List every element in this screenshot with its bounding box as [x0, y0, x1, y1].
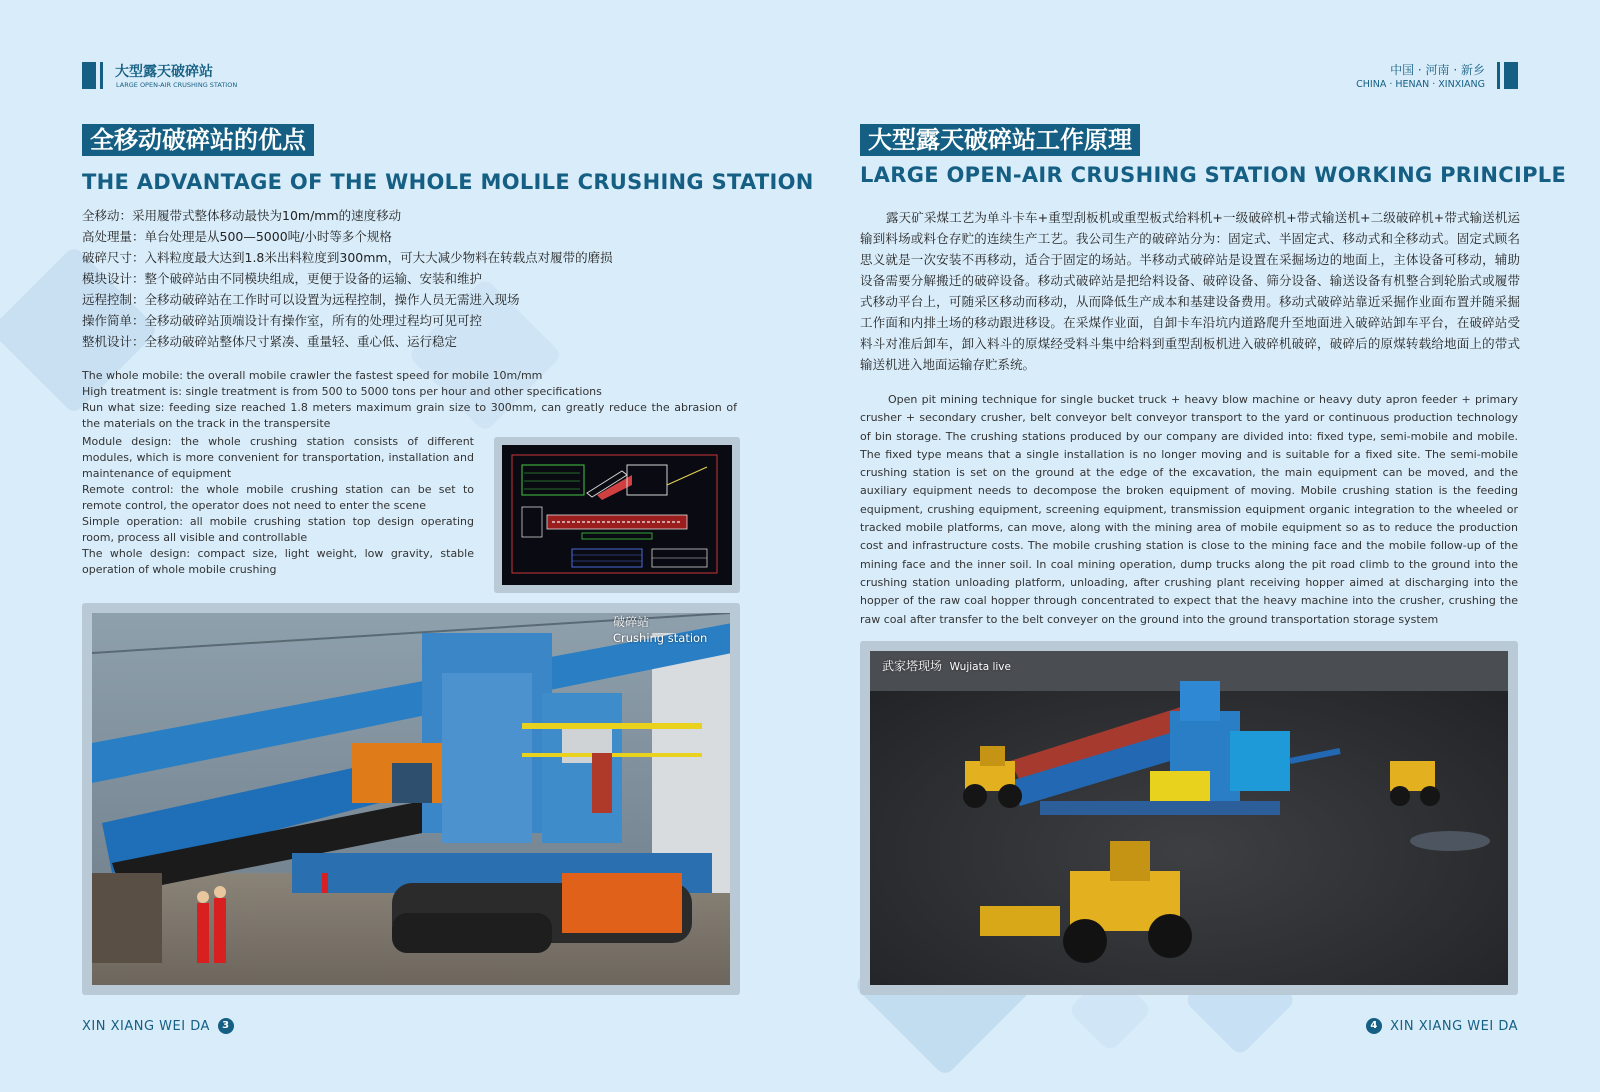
header-title-cn: 大型露天破碎站 [115, 64, 213, 80]
mining-site-photo-frame [860, 641, 1518, 995]
header-location-en: CHINA · HENAN · XINXIANG [1356, 79, 1485, 90]
list-item: 操作简单：全移动破碎站顶端设计有操作室，所有的处理过程均可见可控 [82, 313, 483, 328]
photo-caption-cn: 破碎站 [613, 615, 650, 629]
list-item: 远程控制：全移动破碎站在工作时可以设置为远程控制，操作人员无需进入现场 [82, 292, 520, 307]
mining-site-photo [870, 651, 1508, 985]
list-item: Run what size: feeding size reached 1.8 meters maximum grain size to 300mm, can greatly reduce the abrasion of the materials on the track in the transpersite [82, 401, 737, 430]
left-footer [82, 1018, 234, 1034]
right-section-title-cn: 大型露天破碎站工作原理 [860, 124, 1140, 156]
advantages-list-en [82, 368, 737, 432]
cad-drawing-frame [494, 437, 740, 593]
advantages-list-en-narrow [82, 434, 474, 578]
list-item: High treatment is: single treatment is from 500 to 5000 tons per hour and other specifications [82, 385, 602, 398]
list-item: Remote control: the whole mobile crushing station can be set to remote control, the operator does not need to enter the scene [82, 483, 474, 512]
header-bar [100, 62, 103, 89]
list-item: 高处理量：单台处理是从500—5000吨/小时等多个规格 [82, 229, 392, 244]
header-location-cn: 中国 · 河南 · 新乡 [1390, 63, 1485, 77]
working-principle-cn: 露天矿采煤工艺为单斗卡车+重型刮板机或重型板式给料机+一级破碎机+带式输送机+二级破碎机+带式输送机运输到料场或料仓存贮的连续生产工艺。我公司生产的破碎站分为：固定式、半固定式、移动式和全移动式。固定式顾名思义就是一次安装不再移动，适合于固定的场站。半移动式破碎站是设置在采掘场边的地面上，主体设备可移动，辅助设备需要分解搬迁的破碎设备。移动式破碎站是把给料设备、破碎设备、筛分设备、输送设备有机整合到轮胎式或履带式移动平台上，可随采区移动而移动，从而降低生产成本和基建设备费用。移动式破碎站靠近采掘作业面布置并随采掘工作面和内排土场的移动跟进移设。在采煤作业面，自卸卡车沿坑内道路爬升至地面进入破碎站卸车平台，在破碎站受料斗对准后卸车，卸入料斗的原煤经受料斗集中给料到重型刮板机进入破碎机破碎，破碎后的原煤转载给地面上的带式输送机进入地面运输存贮系统。 [860, 210, 1520, 372]
photo-caption-en: Wujiata live [949, 661, 1011, 673]
advantages-list-cn [82, 205, 742, 352]
list-item: 整机设计：全移动破碎站整体尺寸紧凑、重量轻、重心低、运行稳定 [82, 334, 458, 349]
footer-brand: XIN XIANG WEI DA [1390, 1018, 1518, 1034]
right-footer [1366, 1018, 1518, 1034]
working-principle-en: Open pit mining technique for single bucket truck + heavy blow machine or heavy duty apron feeder + primary crusher + secondary crusher, belt conveyor belt conveyor transport to the yard or continuous production technology of bin storage. The crushing stations produced by our company are divided into: fixed type, semi-mobile and mobile. The fixed type means that a single installation is no longer moving and is suitable for a fixed site. The semi-mobile crushing station is set on the ground at the edge of the excavation, the main equipment can be moved, and the auxiliary equipment needs to decompose the broken equipment of moving. Mobile crushing station is the feeding equipment, crushing equipment, screening equipment, transmission equipment organic integration to the wheeled or tracked mobile platforms, can move, along with the mining area of mobile equipment so as to reduce the production cost and infrastructure costs. The mobile crushing station is close to the mining face and the mobile follow-up of the mining face and the inner soil. In coal mining operation, dump trucks along the pit road climb to the ground into the crushing station unloading platform, unloading, after crushing plant receiving hopper aimed at discharging into the hopper of the raw coal hopper through concentrated to expect that the heavy machine into the crusher, crushing the raw coal after transfer to the belt conveyer on the ground into the ground transportation storage system [860, 393, 1518, 626]
list-item: Module design: the whole crushing station consists of different modules, which is more convenient for transportation, installation and maintenance of equipment [82, 435, 474, 480]
header-bar [82, 62, 96, 89]
list-item: 破碎尺寸：入料粒度最大达到1.8米出料粒度到300mm，可大大减少物料在转载点对履带的磨损 [82, 250, 613, 265]
list-item: 模块设计：整个破碎站由不同模块组成，更便于设备的运输、安装和维护 [82, 271, 483, 286]
left-section-title-en: THE ADVANTAGE OF THE WHOLE MOLILE CRUSHING STATION [82, 170, 814, 194]
header-bar [1497, 62, 1500, 89]
crushing-station-photo [92, 613, 730, 985]
page-number: 3 [218, 1018, 234, 1034]
page-number: 4 [1366, 1018, 1382, 1034]
list-item: The whole design: compact size, light weight, low gravity, stable operation of whole mobile crushing [82, 547, 474, 576]
footer-brand: XIN XIANG WEI DA [82, 1018, 210, 1034]
photo-caption-en: Crushing station [613, 631, 708, 645]
header-bar [1504, 62, 1518, 89]
list-item: Simple operation: all mobile crushing station top design operating room, process all visible and controllable [82, 515, 474, 544]
photo-caption [882, 659, 1011, 675]
cad-drawing-image [502, 445, 732, 585]
crushing-station-photo-frame [82, 603, 740, 995]
photo-caption-cn: 武家塔现场 [882, 659, 943, 673]
list-item: The whole mobile: the overall mobile crawler the fastest speed for mobile 10m/mm [82, 369, 543, 382]
left-section-title-cn: 全移动破碎站的优点 [82, 124, 314, 156]
header-title-en: LARGE OPEN-AIR CRUSHING STATION [116, 81, 238, 89]
right-page-header [1318, 62, 1518, 90]
right-section-title-en: LARGE OPEN-AIR CRUSHING STATION WORKING PRINCIPLE [860, 163, 1567, 187]
list-item: 全移动：采用履带式整体移动最快为10m/mm的速度移动 [82, 208, 402, 223]
